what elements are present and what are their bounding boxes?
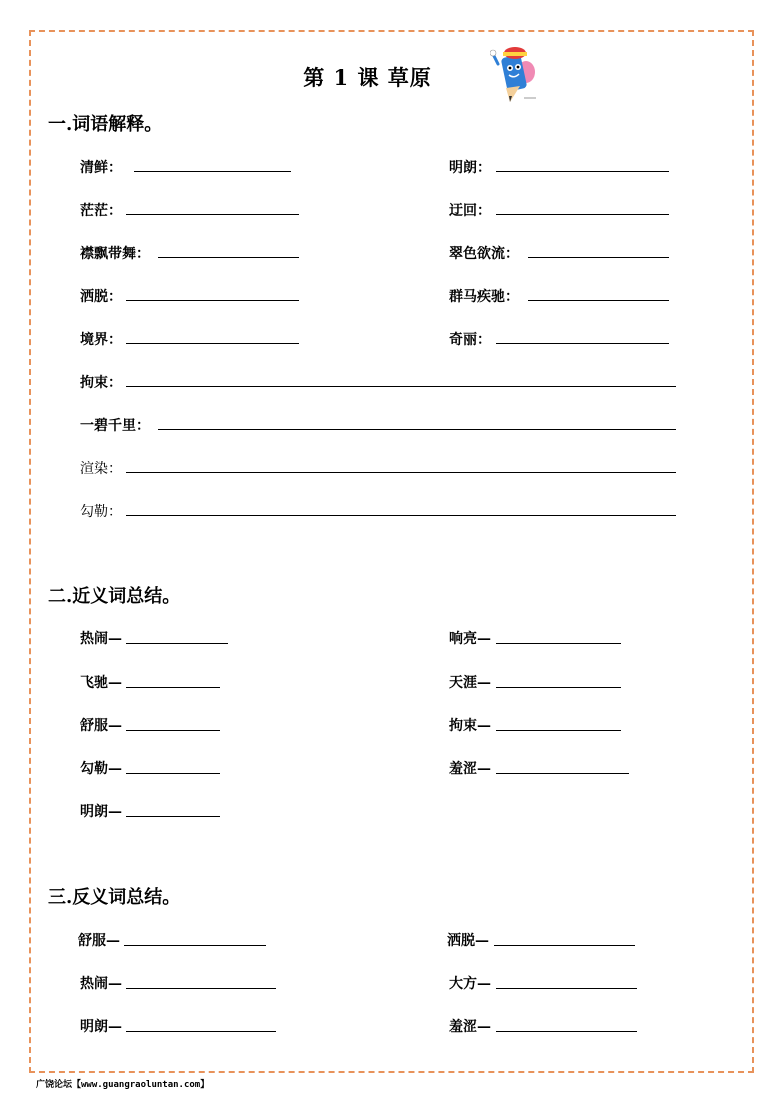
term-label: 群马疾驰： [449,289,519,305]
term-label: 拘束： [80,375,122,391]
answer-line[interactable] [124,945,266,946]
pencil-mascot-icon [490,42,546,104]
term-label: 勾勒： [80,504,122,520]
lesson-title: 第 1 课 草原 [303,65,432,90]
section-heading-synonyms: 二.近义词总结。 [48,586,181,607]
term-label: 茫茫： [80,203,122,219]
section-heading-vocabulary: 一.词语解释。 [48,114,163,135]
term-label: 勾勒— [80,761,122,777]
term-label: 拘束— [449,718,491,734]
term-label: 襟飘带舞： [80,246,150,262]
term-label: 翠色欲流： [449,246,519,262]
answer-line[interactable] [134,171,291,172]
answer-line[interactable] [496,214,669,215]
term-label: 清鲜： [80,160,122,176]
answer-line[interactable] [126,816,220,817]
term-label: 飞驰— [80,675,122,691]
term-label: 明朗— [80,804,122,820]
term-label: 洒脱： [80,289,122,305]
term-label: 天涯— [449,675,491,691]
answer-line[interactable] [158,429,676,430]
answer-line[interactable] [496,171,669,172]
answer-line[interactable] [126,472,676,473]
footer-watermark-text: 广饶论坛【www.guangraoluntan.com】 [36,1080,210,1090]
section-heading-antonyms: 三.反义词总结。 [48,887,181,908]
answer-line[interactable] [496,687,621,688]
answer-line[interactable] [528,257,669,258]
term-label: 明朗： [449,160,491,176]
term-label: 舒服— [78,933,120,949]
answer-line[interactable] [126,386,676,387]
answer-line[interactable] [496,643,621,644]
answer-line[interactable] [126,687,220,688]
answer-line[interactable] [126,988,276,989]
term-label: 大方— [449,976,491,992]
answer-line[interactable] [496,773,629,774]
answer-line[interactable] [126,300,299,301]
answer-line[interactable] [126,773,220,774]
term-label: 渲染： [80,461,122,477]
answer-line[interactable] [126,1031,276,1032]
answer-line[interactable] [126,643,228,644]
term-label: 明朗— [80,1019,122,1035]
answer-line[interactable] [126,214,299,215]
page-border [29,30,754,1073]
answer-line[interactable] [496,988,637,989]
answer-line[interactable] [126,343,299,344]
term-label: 境界： [80,332,122,348]
answer-line[interactable] [496,343,669,344]
term-label: 响亮— [449,631,491,647]
answer-line[interactable] [496,730,621,731]
answer-line[interactable] [528,300,669,301]
term-label: 舒服— [80,718,122,734]
term-label: 洒脱— [447,933,489,949]
term-label: 热闹— [80,631,122,647]
term-label: 羞涩— [449,1019,491,1035]
term-label: 热闹— [80,976,122,992]
answer-line[interactable] [126,515,676,516]
answer-line[interactable] [496,1031,637,1032]
term-label: 迂回： [449,203,491,219]
answer-line[interactable] [158,257,299,258]
term-label: 一碧千里： [80,418,150,434]
answer-line[interactable] [494,945,635,946]
term-label: 羞涩— [449,761,491,777]
answer-line[interactable] [126,730,220,731]
term-label: 奇丽： [449,332,491,348]
